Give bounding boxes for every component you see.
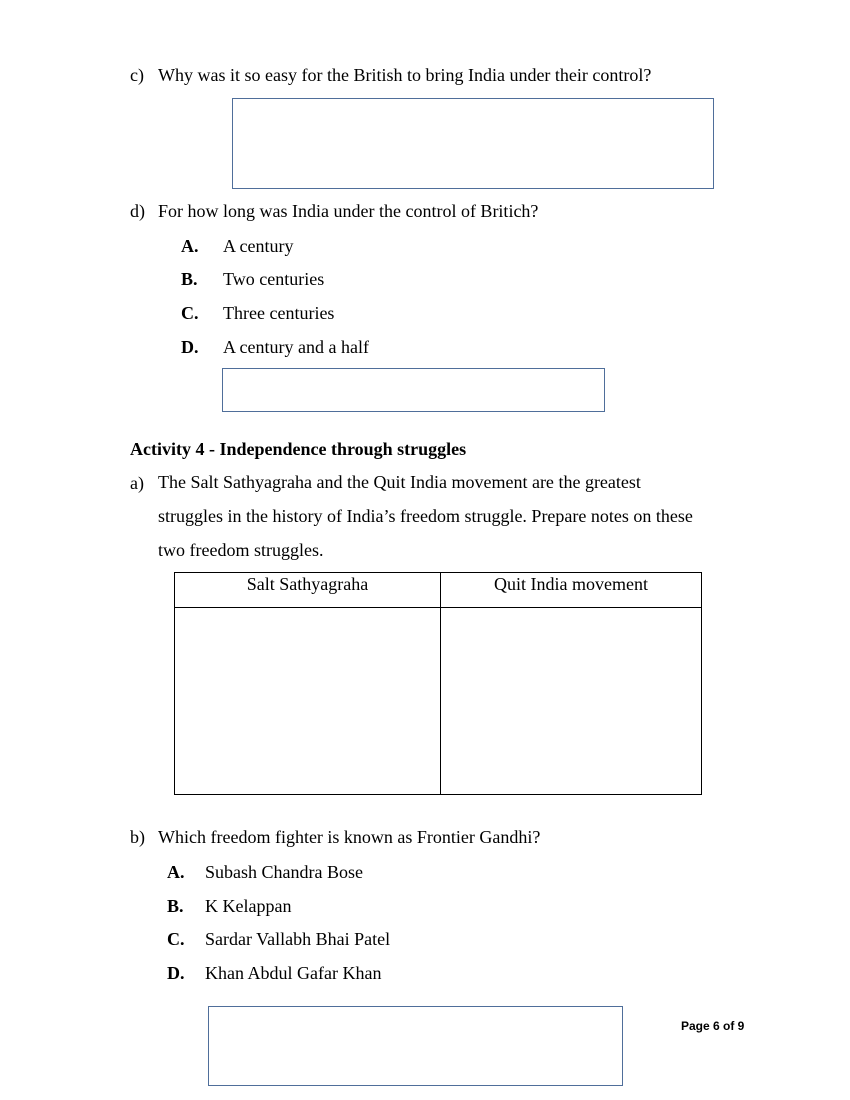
question-b-text: Which freedom fighter is known as Frontier Gandhi? <box>158 827 541 847</box>
table-header-quit-india: Quit India movement <box>441 573 702 608</box>
question-a-line-3: two freedom struggles. <box>158 540 324 560</box>
word: The <box>158 472 186 492</box>
answer-box-d[interactable] <box>222 368 605 412</box>
notes-cell-quit-india[interactable] <box>441 608 702 795</box>
word: the <box>346 472 369 492</box>
option-letter: C. <box>167 929 185 949</box>
word: Quit <box>373 472 406 492</box>
option-letter: C. <box>181 303 199 323</box>
question-c-label: c) <box>130 65 144 85</box>
option-text[interactable]: Two centuries <box>223 269 325 289</box>
option-text[interactable]: A century and a half <box>223 337 369 357</box>
option-letter: D. <box>167 963 185 983</box>
question-a-text <box>158 465 745 567</box>
word: movement <box>451 472 528 492</box>
option-letter: B. <box>167 896 184 916</box>
word: Sathyagraha <box>223 472 312 492</box>
question-c-text: Why was it so easy for the British to bring India under their control? <box>158 65 652 85</box>
answer-box-c[interactable] <box>232 98 714 189</box>
page-number: Page 6 of 9 <box>681 1019 745 1033</box>
word: are <box>531 472 554 492</box>
option-letter: B. <box>181 269 198 289</box>
word: the <box>558 472 581 492</box>
word: and <box>316 472 343 492</box>
notes-cell-salt-sathyagraha[interactable] <box>175 608 441 795</box>
question-a-label: a) <box>130 473 144 493</box>
question-a-line-1 <box>158 465 745 499</box>
question-c <box>130 65 144 86</box>
activity-heading: Activity 4 - Independence through struggles <box>130 439 467 459</box>
option-letter: D. <box>181 337 199 357</box>
option-letter: A. <box>181 236 199 256</box>
option-text[interactable]: Subash Chandra Bose <box>205 862 363 882</box>
word: greatest <box>584 472 641 492</box>
question-d-text: For how long was India under the control of Britich? <box>158 201 539 221</box>
table-header-row <box>175 573 702 608</box>
option-text[interactable]: K Kelappan <box>205 896 292 916</box>
option-text[interactable]: Khan Abdul Gafar Khan <box>205 963 382 983</box>
table-header-salt-sathyagraha: Salt Sathyagraha <box>175 573 441 608</box>
option-letter: A. <box>167 862 185 882</box>
word: Salt <box>190 472 219 492</box>
option-text[interactable]: A century <box>223 236 294 256</box>
word: India <box>409 472 447 492</box>
question-b-label: b) <box>130 827 145 847</box>
table-row <box>175 608 702 795</box>
answer-box-b[interactable] <box>208 1006 623 1086</box>
question-a-line-2: struggles in the history of India’s freedom struggle. Prepare notes on these <box>158 506 693 526</box>
notes-table <box>174 572 702 795</box>
option-text[interactable]: Three centuries <box>223 303 335 323</box>
question-d-label: d) <box>130 201 145 221</box>
option-text[interactable]: Sardar Vallabh Bhai Patel <box>205 929 391 949</box>
